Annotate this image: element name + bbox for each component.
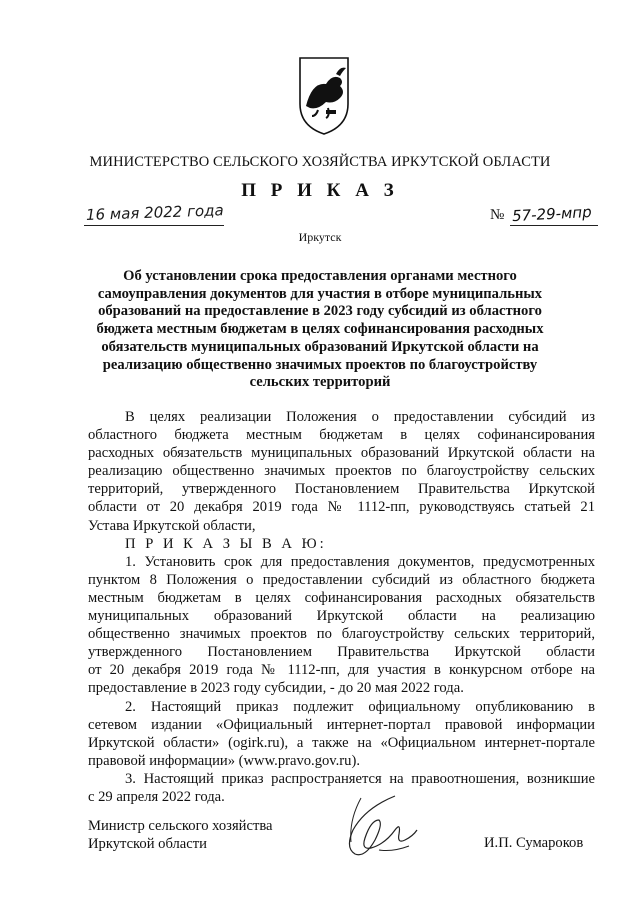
subject-line: обязательств муниципальных образований Иркутской области на — [101, 338, 539, 355]
item1-line: пунктом 8 Положения о предоставлении субсидий из областного бюджета — [88, 571, 595, 588]
item1-line: от 20 декабря 2019 года № 1112-пп, для участия в конкурсном отборе на — [88, 662, 595, 679]
preamble-line: территорий, утвержденного Постановлением Правительства Иркутской — [88, 481, 595, 498]
item1-line: местным бюджетам в целях софинансирования расходных обязательств — [88, 589, 595, 606]
number-value: 57-29-мпр — [511, 202, 593, 226]
item1-line: утвержденного Постановлением Правительства Иркутской области — [88, 644, 595, 661]
subject-line: самоуправления документов для участия в отборе муниципальных — [97, 285, 543, 302]
signer-name: И.П. Сумароков — [484, 835, 584, 851]
city-name: Иркутск — [298, 230, 342, 244]
signer-position — [88, 817, 273, 853]
document-body — [88, 408, 595, 806]
signer-position-line: Иркутской области — [88, 836, 207, 852]
item1-line: общественно значимых проектов по благоустройству сельских территорий, — [88, 626, 595, 643]
signer-position-line: Министр сельского хозяйства — [88, 818, 273, 834]
item1-line: муниципальных образований Иркутской области на реализацию — [88, 608, 595, 625]
item2-line: правовой информации» (www.pravo.gov.ru). — [88, 752, 360, 769]
preamble-line: расходных обязательств муниципальных образований Иркутской области на — [88, 445, 595, 462]
preamble-line: области от 20 декабря 2019 года № 1112-пп, руководствуясь статьей 21 — [88, 499, 595, 516]
date-underline — [84, 225, 224, 226]
number-underline — [510, 225, 598, 226]
number-sign: № — [490, 207, 505, 223]
preamble-line: областного бюджета местным бюджетам в целях софинансирования — [88, 427, 595, 444]
subject-line: сельских территорий — [249, 374, 391, 391]
item1-line: 1. Установить срок для предоставления документов, предусмотренных — [125, 553, 595, 570]
subject-line: бюджета местным бюджетам в целях софинансирования расходных — [96, 321, 544, 338]
item2-line: сетевом издании «Официальный интернет-портал правовой информации — [88, 716, 595, 733]
item3-line: 3. Настоящий приказ распространяется на правоотношения, возникшие — [125, 770, 595, 787]
document-number — [490, 202, 593, 226]
item2-line: 2. Настоящий приказ подлежит официальному опубликованию в — [125, 698, 595, 715]
subject-line: образований на предоставление в 2023 году субсидий из областного — [98, 303, 542, 320]
subject-line: Об установлении срока предоставления органами местного — [123, 268, 517, 284]
document-subject — [90, 268, 550, 392]
item2-line: Иркутской области» (ogirk.ru), а также на «Официальном интернет-портале — [88, 734, 595, 751]
preamble-line: Устава Иркутской области, — [88, 517, 256, 534]
ministry-name: МИНИСТЕРСТВО СЕЛЬСКОГО ХОЗЯЙСТВА ИРКУТСКОЙ ОБЛАСТИ — [89, 154, 551, 170]
subject-line: реализацию общественно значимых проектов по благоустройству — [102, 356, 538, 373]
preamble-line: В целях реализации Положения о предоставлении субсидий из — [125, 409, 595, 425]
irkutsk-coat-of-arms-icon — [296, 52, 352, 138]
document-type-title: П Р И К А З — [241, 180, 399, 201]
item3-line: с 29 апреля 2022 года. — [88, 788, 225, 805]
handwritten-signature-icon — [335, 790, 425, 870]
preamble-line: реализацию общественно значимых проектов по благоустройству сельских — [88, 463, 595, 480]
document-date: 16 мая 2022 года — [85, 201, 224, 224]
item1-line: предоставление в 2023 году субсидии, - до 20 мая 2022 года. — [88, 680, 464, 697]
order-word: П Р И К А З Ы В А Ю: — [125, 535, 327, 552]
